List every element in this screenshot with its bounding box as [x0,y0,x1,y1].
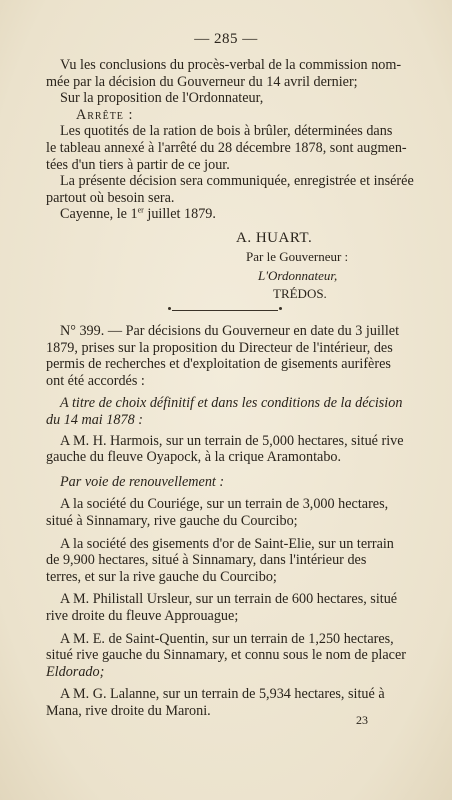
text-line: terres, et sur la rive gauche du Courcibo; [46,568,277,585]
text-line: ont été accordés : [46,372,145,389]
text-line: le tableau annexé à l'arrêté du 28 décembre 1878, sont augmen- [46,139,407,156]
signatory-line: L'Ordonnateur, [258,268,338,283]
text-line: Mana, rive droite du Maroni. [46,702,211,719]
text-line: partout où besoin sera. [46,189,175,206]
text-line: La présente décision sera communiquée, enregistrée et insérée [60,173,414,190]
text-line: mée par la décision du Gouverneur du 14 avril dernier; [46,73,358,90]
text-line: Eldorado; [46,663,105,680]
text-line: situé rive gauche du Sinnamary, et connu sous le nom de placer [46,647,406,664]
page-number: — 285 — [194,31,258,47]
text-line: Les quotités de la ration de bois à brûler, déterminées dans [60,123,393,140]
section-heading: A titre de choix définitif et dans les conditions de la décision [60,395,403,412]
separator-rule [172,310,278,311]
text-line: N° 399. — Par décisions du Gouverneur en date du 3 juillet [60,323,400,339]
text-line: gauche du fleuve Oyapock, à la crique Aramontabo. [46,449,342,466]
text-line: tées d'un tiers à partir de ce jour. [46,156,230,173]
signature-mark: 23 [356,713,368,727]
text-line: A la société du Couriége, sur un terrain de 3,000 hectares, [60,496,389,513]
text-line: situé à Sinnamary, rive gauche du Courcibo; [46,512,298,529]
text-line: 1879, prises sur la proposition du Directeur de l'intérieur, des [46,339,393,356]
text-line: rive droite du fleuve Approuague; [46,607,239,624]
section-heading: Par voie de renouvellement : [60,473,225,490]
text-line: Sur la proposition de l'Ordonnateur, [60,90,264,107]
text-line: A M. Philistall Ursleur, sur un terrain de 600 hectares, situé [60,591,398,608]
text-line: A M. E. de Saint-Quentin, sur un terrain de 1,250 hectares, [60,630,394,647]
decision-text [46,57,414,223]
text-line: A M. H. Harmois, sur un terrain de 5,000 hectares, situé rive [60,432,404,449]
decision-399 [46,323,406,719]
signatory-line: Par le Gouverneur : [246,249,349,264]
text-line: de 9,900 hectares, situé à Sinnamary, dans l'intérieur des [46,552,367,569]
text-line: permis de recherches et d'exploitation de gisements aurifères [46,356,391,373]
date-line: Cayenne, le 1er juillet 1879. [60,205,216,223]
arrete-heading: Arrête : [76,106,134,123]
section-heading: du 14 mai 1878 : [46,411,143,428]
signatory-name: A. HUART. [236,230,313,246]
signatory-line: TRÉDOS. [273,286,327,301]
text-line: Vu les conclusions du procès-verbal de la commission nom- [60,57,402,73]
text-line: A M. G. Lalanne, sur un terrain de 5,934 hectares, situé à [60,686,385,703]
text-line: A la société des gisements d'or de Saint-Elie, sur un terrain [60,535,394,552]
